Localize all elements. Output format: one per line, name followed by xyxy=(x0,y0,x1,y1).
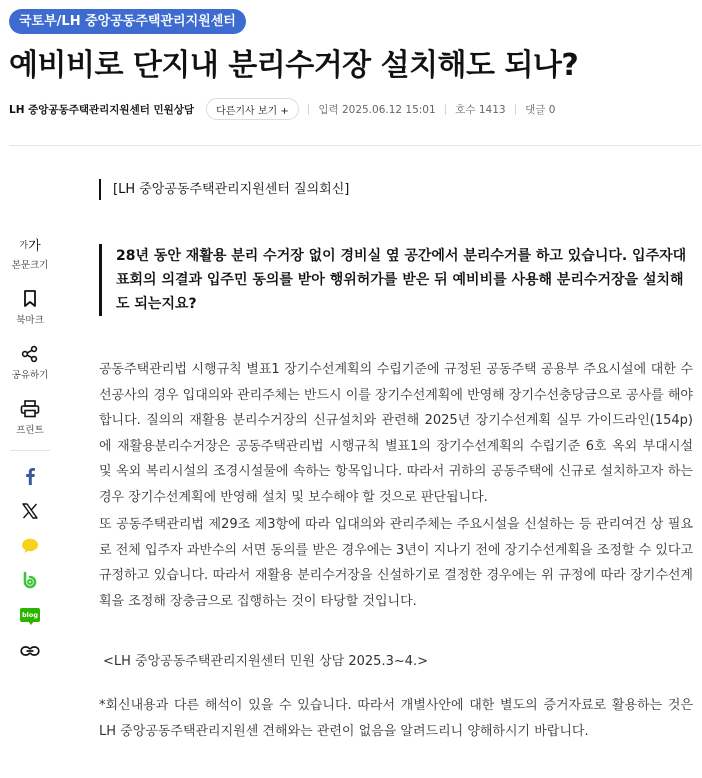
kakaotalk-icon xyxy=(21,538,39,554)
article-meta xyxy=(9,98,699,120)
question-quote: 28년 동안 재활용 분리 수거장 없이 경비실 옆 공간에서 분리수거를 하고 있습니다. 입주자대표회의 의결과 입주민 동의를 받아 행위허가를 받은 뒤 예비비를 사용해 분리수거장을 설치해도 되는지요? xyxy=(99,244,691,316)
answer-paragraph: 공동주택관리법 시행규칙 별표1 장기수선계획의 수립기준에 규정된 공동주택 공용부 주요시설에 대한 수선공사의 경우 입대의와 관리주체는 반드시 이를 장기수선계획에 반영해 장기수선충당금으로 공사를 해야 합니다. 질의의 재활용 분리수거장의 신규설치와 관련해 2025년 장기수선계획 실무 가이드라인(154p)에 재활용분리수거장은 공동주택관리법 시행규칙 별표1의 장기수선계획의 수립기준 6호 옥외 부대시설 및 옥외 복리시설의 조경시설물에 속하는 항목입니다. 따라서 귀하의 공동주택에 신규로 설치하고자 하는 경우 장기수선계획에 반영해 설치 및 보수해야 할 것으로 판단됩니다. xyxy=(99,362,693,505)
meta-separator: | xyxy=(443,103,448,115)
blog-icon xyxy=(20,608,40,625)
link-icon xyxy=(20,644,40,658)
font-size-tool[interactable] xyxy=(10,234,50,271)
publish-date: 입력 2025.06.12 15:01 xyxy=(318,103,436,116)
category-badge[interactable]: 국토부/LH 중앙공동주택관리지원센터 xyxy=(9,9,246,34)
article-tools xyxy=(10,234,50,675)
header-divider xyxy=(9,145,701,146)
print-tool[interactable] xyxy=(10,399,50,436)
meta-separator: | xyxy=(513,103,518,115)
disclaimer: *회신내용과 다른 해석이 있을 수 있습니다. 따라서 개별사안에 대한 별도의 증거자료로 활용하는 것은 LH 중앙공동주택관리지원센 견해와는 관련이 없음을 알려드리니 양해하시기 바랍니다. xyxy=(99,698,693,739)
author-name: LH 중앙공동주택관리지원센터 민원상담 xyxy=(9,103,195,116)
comment-count[interactable]: 댓글 0 xyxy=(525,103,556,116)
share-label: 공유하기 xyxy=(11,370,49,381)
printer-icon xyxy=(20,399,40,419)
tools-divider xyxy=(10,450,50,451)
share-tool[interactable] xyxy=(10,344,50,381)
font-size-label: 본문크기 xyxy=(11,260,49,271)
band-share[interactable] xyxy=(10,570,50,592)
naver-blog-share[interactable] xyxy=(10,605,50,627)
answer-paragraph: 또 공동주택관리법 제29조 제3항에 따라 입대의와 관리주체는 주요시설을 신설하는 등 관리여건 상 필요로 전체 입주자 과반수의 서면 동의를 받은 경우에는 3년이 지나기 전에 장기수선계획을 조정할 수 있다고 규정하고 있습니다. 따라서 재활용 분리수거장을 신설하기로 결정한 경우에는 위 규정에 따라 장기수선계획을 조정해 장충금으로 집행하는 것이 타당할 것입니다. xyxy=(99,517,693,609)
bookmark-tool[interactable] xyxy=(10,289,50,326)
print-label: 프린트 xyxy=(16,425,44,436)
meta-separator: | xyxy=(306,103,311,115)
facebook-share[interactable] xyxy=(10,465,50,487)
bookmark-label: 북마크 xyxy=(16,315,44,326)
source-quote: [LH 중앙공동주택관리지원센터 질의회신] xyxy=(99,179,349,200)
issue-number: 호수 1413 xyxy=(455,103,506,116)
bookmark-icon xyxy=(20,289,40,309)
x-share[interactable] xyxy=(10,500,50,522)
kakaotalk-share[interactable] xyxy=(10,535,50,557)
facebook-icon xyxy=(24,467,36,485)
x-icon xyxy=(22,503,38,519)
font-size-icon: 가 가 xyxy=(19,238,41,254)
share-icon xyxy=(20,344,40,364)
copy-link[interactable] xyxy=(10,640,50,662)
band-icon xyxy=(21,571,39,591)
page-title: 예비비로 단지내 분리수거장 설치해도 되나? xyxy=(9,48,579,83)
source-credit: <LH 중앙공동주택관리지원센터 민원 상담 2025.3~4.> xyxy=(103,654,429,669)
blog-badge: blog xyxy=(20,608,40,622)
more-articles-button[interactable]: 다른기사 보기 + xyxy=(206,98,299,120)
